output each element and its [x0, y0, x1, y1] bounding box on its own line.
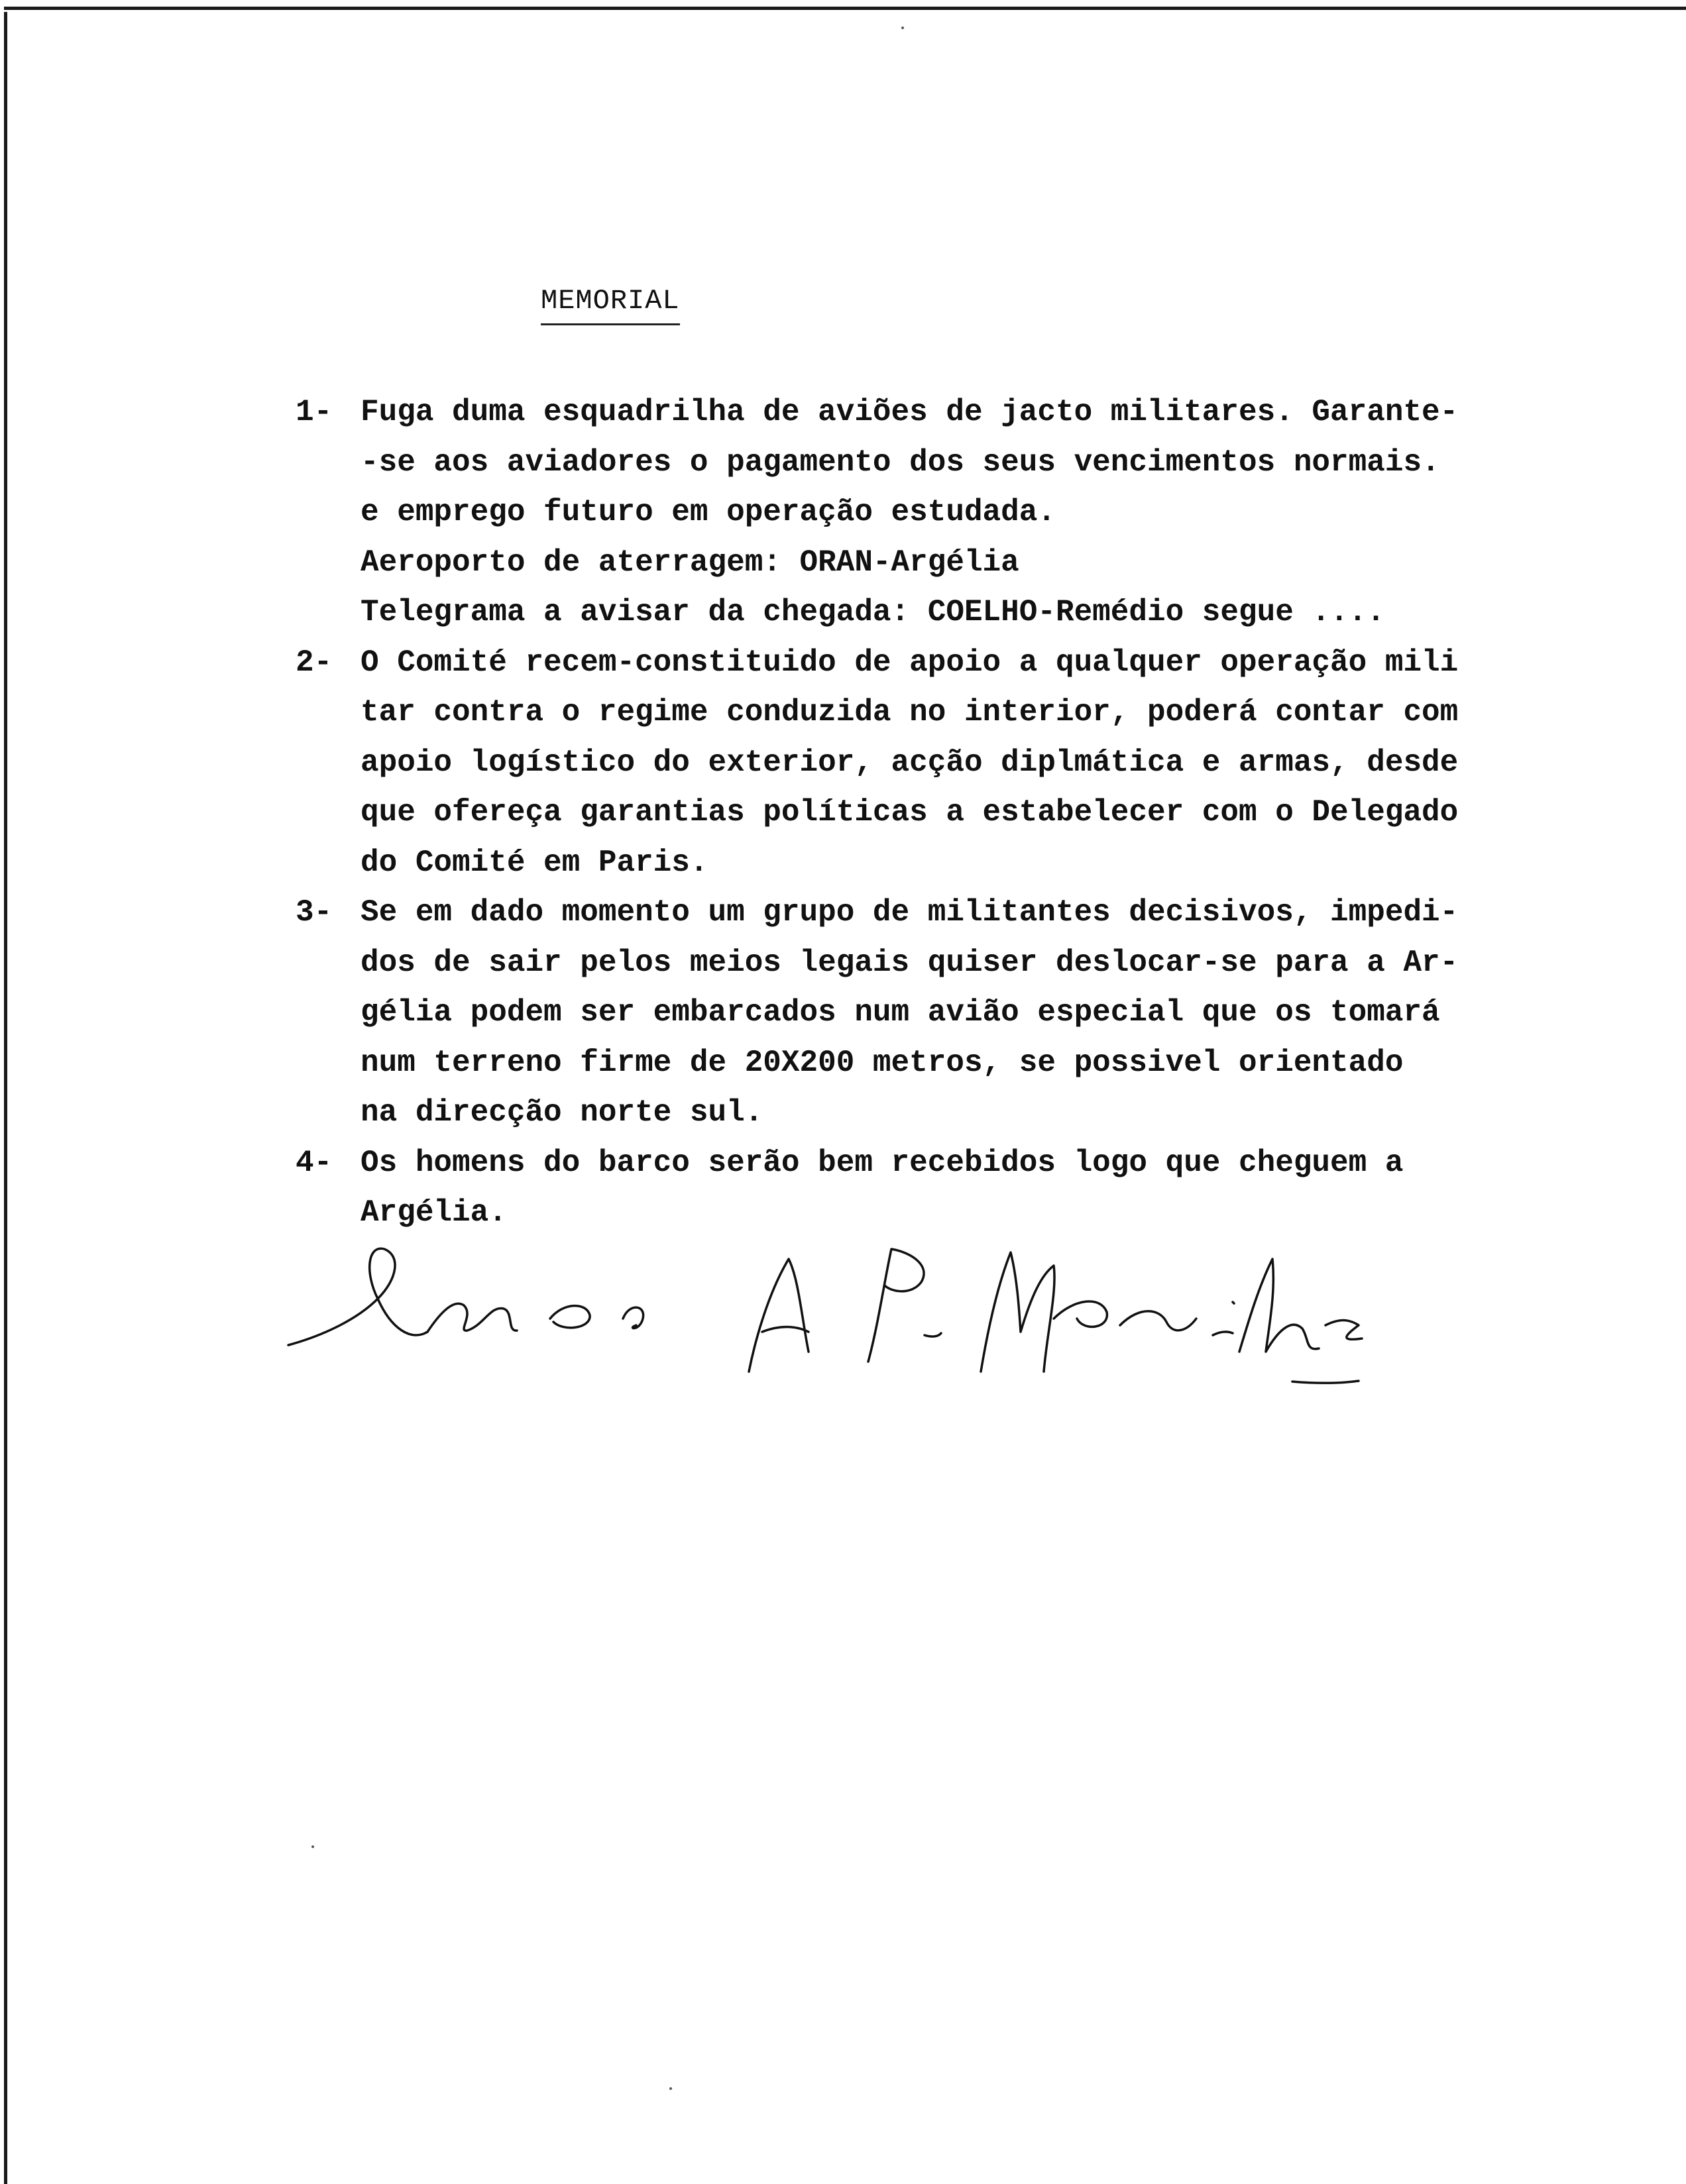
text-line: apoio logístico do exterior, acção diplmática e armas, desde [361, 745, 1459, 780]
text-line: Fuga duma esquadrilha de aviões de jacto militares. Garante- [361, 395, 1459, 429]
item-text [361, 888, 1661, 1138]
text-line: O Comité recem-constituido de apoio a qualquer operação mili [361, 645, 1459, 680]
text-line: tar contra o regime conduzida no interior, poderá contar com [361, 695, 1459, 730]
text-line: e emprego futuro em operação estudada. [361, 495, 1056, 529]
text-line: dos de sair pelos meios legais quiser deslocar-se para a Ar- [361, 945, 1459, 980]
text-line: na direcção norte sul. [361, 1095, 763, 1130]
text-line: Os homens do barco serão bem recebidos logo que cheguem a [361, 1145, 1404, 1180]
text-line: -se aos aviadores o pagamento dos seus vencimentos normais. [361, 445, 1440, 480]
item-text [361, 638, 1661, 889]
text-line: do Comité em Paris. [361, 845, 708, 880]
scan-speck [669, 2087, 672, 2090]
scan-speck [901, 27, 904, 29]
item-number: 4- [296, 1145, 333, 1180]
item-number: 3- [296, 895, 333, 930]
text-line: Argélia. [361, 1195, 507, 1230]
scan-edge-top [4, 7, 1686, 10]
text-line: que ofereça garantias políticas a estabelecer com o Delegado [361, 795, 1459, 830]
text-line: Aeroporto de aterragem: ORAN-Argélia [361, 545, 1019, 580]
item-number: 2- [296, 645, 333, 680]
scan-speck [311, 1845, 314, 1848]
item-number: 1- [296, 395, 333, 429]
document-title: MEMORIAL [541, 285, 680, 325]
memorial-item-2 [296, 638, 1661, 889]
memorial-item-1 [296, 388, 1661, 638]
text-line: gélia podem ser embarcados num avião especial que os tomará [361, 995, 1440, 1030]
memorial-item-3 [296, 888, 1661, 1138]
text-line: Se em dado momento um grupo de militantes decisivos, impedi- [361, 895, 1459, 930]
text-line: num terreno firme de 20X200 metros, se possivel orientado [361, 1045, 1404, 1080]
item-text [361, 388, 1661, 638]
memorial-items [296, 388, 1661, 1238]
scan-edge-left [4, 12, 7, 2184]
text-line: Telegrama a avisar da chegada: COELHO-Remédio segue .... [361, 595, 1385, 629]
handwritten-signature [285, 1219, 1511, 1398]
